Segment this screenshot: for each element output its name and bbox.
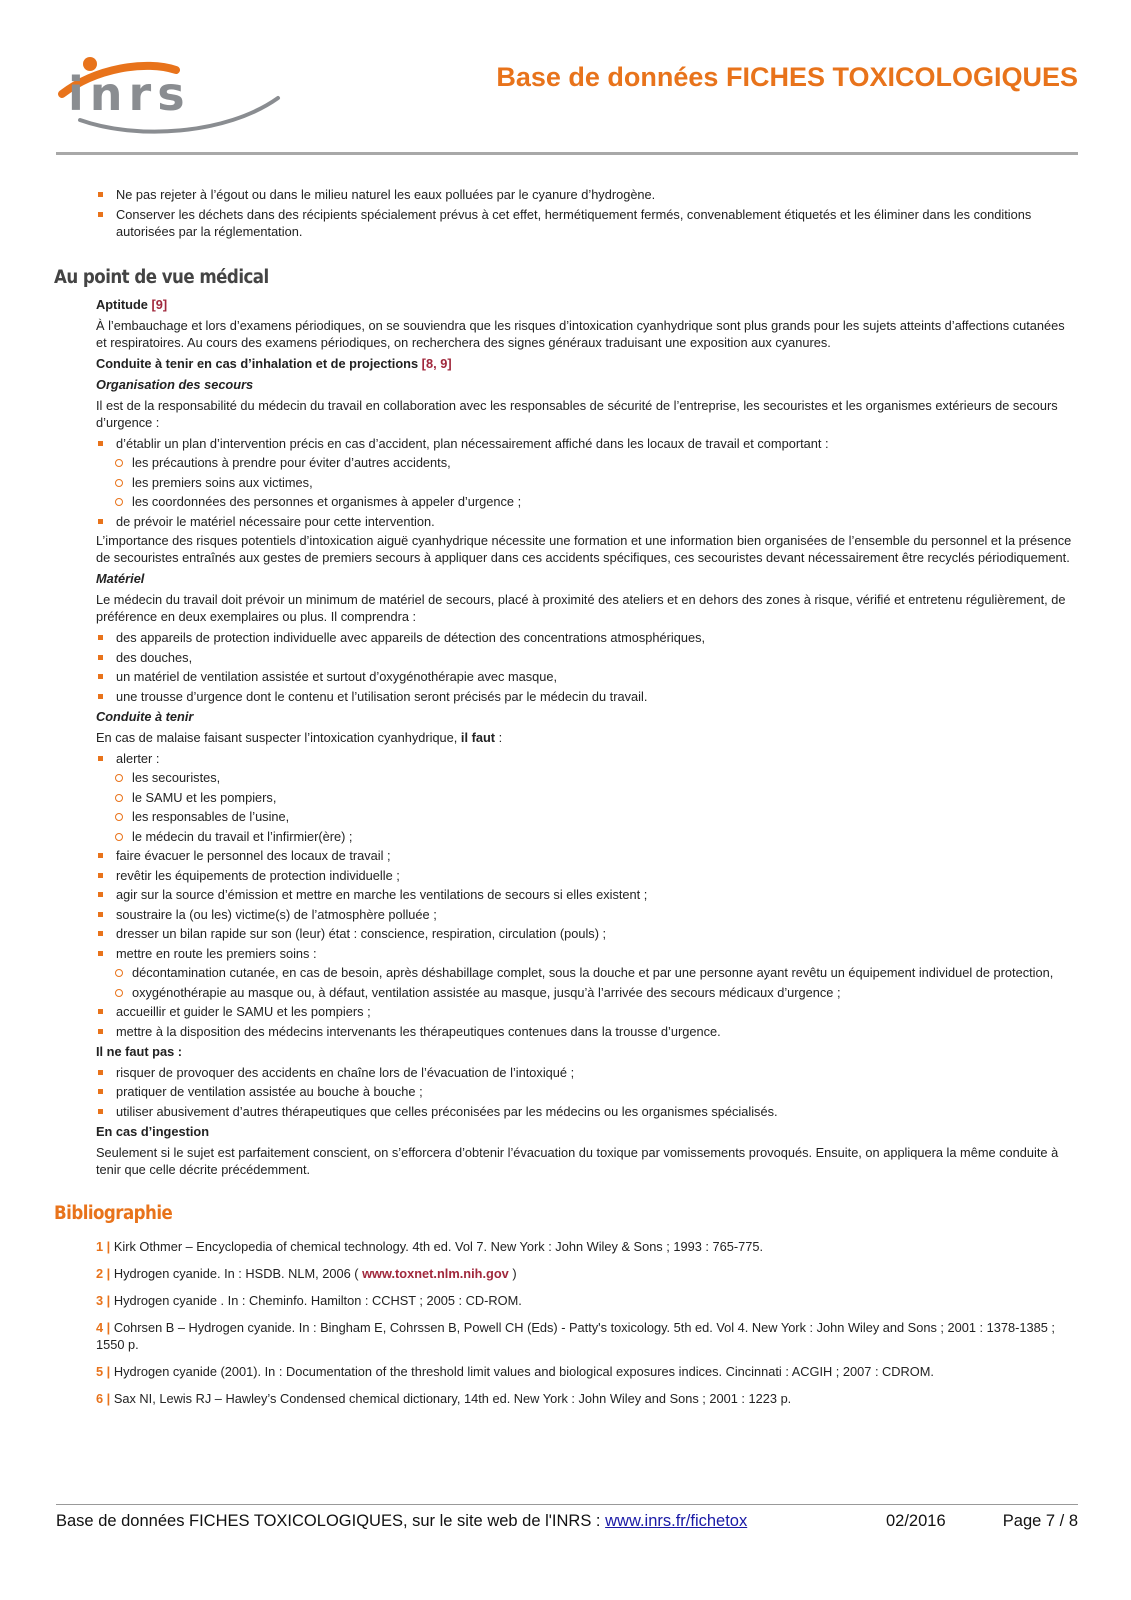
bibliography-entry — [96, 1390, 1078, 1407]
entry-number: 1 | — [96, 1238, 111, 1254]
list-item: accueillir et guider le SAMU et les pompiers ; — [96, 1003, 1078, 1020]
bibliography-entry — [96, 1292, 1078, 1309]
page-header — [56, 50, 1078, 156]
footer-divider — [56, 1504, 1078, 1505]
list-item: un matériel de ventilation assistée et surtout d’oxygénothérapie avec masque, — [96, 668, 1078, 685]
entry-text: Hydrogen cyanide . In : Cheminfo. Hamilton : CCHST ; 2005 : CD-ROM. — [110, 1292, 522, 1308]
organisation-text-2: L’importance des risques potentiels d’intoxication aiguë cyanhydrique nécessite une formation et une information bien organisées de l’ensemble du personnel et la présence de secouristes entraînés aux gestes de premiers secours à appliquer dans ces accidents spécifiques, ces secouristes devant nécessairement être recyclés périodiquement. — [96, 533, 1072, 565]
list-item: alerter : — [96, 750, 1078, 767]
medical-section — [54, 296, 1078, 1178]
sub-list-item: les coordonnées des personnes et organismes à appeler d’urgence ; — [96, 493, 1078, 510]
reference-bracket: ] — [447, 355, 452, 371]
toxnet-link[interactable]: www.toxnet.nlm.nih.gov — [362, 1265, 509, 1281]
bibliography-list — [54, 1238, 1078, 1407]
list-item: dresser un bilan rapide sur son (leur) état : conscience, respiration, circulation (pouls) ; — [96, 925, 1078, 942]
bibliography-entry — [96, 1238, 1078, 1255]
entry-number: 4 | — [96, 1319, 111, 1335]
footer-date: 02/2016 — [886, 1512, 946, 1530]
conduite-intro — [96, 729, 1078, 746]
list-item: mettre en route les premiers soins : — [96, 945, 1078, 962]
list-item: pratiquer de ventilation assistée au bouche à bouche ; — [96, 1083, 1078, 1100]
footer-text: Base de données FICHES TOXICOLOGIQUES, sur le site web de l'INRS : — [56, 1512, 606, 1530]
list-item: des appareils de protection individuelle avec appareils de détection des concentrations atmosphériques, — [96, 629, 1078, 646]
sub-list-item: les secouristes, — [96, 769, 1078, 786]
header-divider — [56, 152, 1078, 155]
conduite-heading — [96, 355, 1078, 372]
organisation-heading: Organisation des secours — [96, 376, 254, 392]
entry-text: Hydrogen cyanide. In : HSDB. NLM, 2006 ( — [110, 1265, 363, 1281]
entry-number: 5 | — [96, 1363, 111, 1379]
materiel-list — [96, 629, 1078, 705]
aptitude-text: À l’embauchage et lors d’examens périodiques, on se souviendra que les risques d’intoxication cyanhydrique sont plus grands pour les sujets atteints d’affections cutanées et respiratoires. Au cours des examens périodiques, on recherchera des signes généraux traduisant une exposition aux cyanures. — [96, 317, 1065, 350]
conduite-label: Conduite à tenir en cas d’inhalation et de projections — [96, 355, 419, 371]
sub-list-item: le médecin du travail et l’infirmier(ère) ; — [96, 828, 1078, 845]
conduite-intro-end: : — [495, 729, 503, 745]
list-item: d’établir un plan d’intervention précis en cas d’accident, plan nécessairement affiché dans les locaux de travail et comportant : — [96, 435, 1078, 452]
list-item: risquer de provoquer des accidents en chaîne lors de l’évacuation de l’intoxiqué ; — [96, 1064, 1078, 1081]
inrs-logo — [56, 50, 296, 145]
entry-text: Cohrsen B – Hydrogen cyanide. In : Bingham E, Cohrssen B, Powell CH (Eds) - Patty's toxicology. 5th ed. Vol 4. New York : John Wiley and Sons ; 2001 : 1378-1385 ; 1550 p. — [96, 1319, 1055, 1352]
list-item: utiliser abusivement d’autres thérapeutiques que celles préconisées par les médecins ou les organismes spécialisés. — [96, 1103, 1078, 1120]
list-item: faire évacuer le personnel des locaux de travail ; — [96, 847, 1078, 864]
bibliography-heading: Bibliographie — [54, 1202, 173, 1224]
svg-text:inrs: inrs — [68, 67, 191, 121]
organisation-list — [96, 435, 1078, 530]
sub-list-item: les précautions à prendre pour éviter d’autres accidents, — [96, 454, 1078, 471]
page-content — [54, 186, 1078, 1417]
reference-link[interactable]: [9] — [151, 296, 168, 312]
ne-faut-pas-heading: Il ne faut pas : — [96, 1043, 183, 1059]
document-title: Base de données FICHES TOXICOLOGIQUES — [496, 62, 1078, 92]
bibliography-entry — [96, 1319, 1078, 1353]
list-item: revêtir les équipements de protection individuelle ; — [96, 867, 1078, 884]
aptitude-label: Aptitude — [96, 296, 148, 312]
reference-link[interactable]: 8 — [425, 355, 434, 371]
sub-list-item: oxygénothérapie au masque ou, à défaut, ventilation assistée au masque, jusqu’à l’arrivée des secours médicaux d’urgence ; — [96, 984, 1078, 1001]
list-item: une trousse d’urgence dont le contenu et l’utilisation seront précisés par le médecin du travail. — [96, 688, 1078, 705]
ingestion-text: Seulement si le sujet est parfaitement conscient, on s’efforcera d’obtenir l’évacuation du toxique par vomissements provoqués. Ensuite, on appliquera la même conduite à tenir que celle décrite précédemment. — [96, 1144, 1059, 1177]
medical-heading: Au point de vue médical — [54, 266, 269, 288]
conduite-intro-text: En cas de malaise faisant suspecter l’intoxication cyanhydrique, — [96, 729, 461, 745]
bibliography-entry — [96, 1265, 1078, 1282]
materiel-text: Le médecin du travail doit prévoir un minimum de matériel de secours, placé à proximité des ateliers et en dehors des zones à risque, vérifié et entretenu régulièrement, de préférence en deux exemplaires ou plus. Il comprendra : — [96, 592, 1066, 624]
sub-list-item: les responsables de l’usine, — [96, 808, 1078, 825]
entry-text: Hydrogen cyanide (2001). In : Documentation of the threshold limit values and biological exposures indices. Cincinnati : ACGIH ; 2007 : CDROM. — [110, 1363, 934, 1379]
list-item: Conserver les déchets dans des récipients spécialement prévus à cet effet, hermétiquement fermés, convenablement étiquetés et les éliminer dans les conditions autorisées par la réglementation. — [96, 206, 1078, 240]
list-item: Ne pas rejeter à l’égout ou dans le milieu naturel les eaux polluées par le cyanure d’hydrogène. — [96, 186, 1078, 203]
sub-list-item: le SAMU et les pompiers, — [96, 789, 1078, 806]
list-item: mettre à la disposition des médecins intervenants les thérapeutiques contenues dans la trousse d’urgence. — [96, 1023, 1078, 1040]
ne-faut-pas-list — [96, 1064, 1078, 1120]
entry-number: 2 | — [96, 1265, 111, 1281]
intro-list — [54, 186, 1078, 240]
entry-text: Sax NI, Lewis RJ – Hawley’s Condensed chemical dictionary, 14th ed. New York : John Wiley and Sons ; 2001 : 1223 p. — [110, 1390, 792, 1406]
page-number: Page 7 / 8 — [1002, 1512, 1078, 1530]
reference-separator: , — [433, 355, 441, 371]
reference-bracket: [ — [421, 355, 426, 371]
list-item: soustraire la (ou les) victime(s) de l’atmosphère polluée ; — [96, 906, 1078, 923]
entry-text: Kirk Othmer – Encyclopedia of chemical technology. 4th ed. Vol 7. New York : John Wiley & Sons ; 1993 : 765-775. — [110, 1238, 764, 1254]
list-item: de prévoir le matériel nécessaire pour cette intervention. — [96, 513, 1078, 530]
conduite-intro-bold: il faut — [460, 729, 496, 745]
conduite-list — [96, 750, 1078, 1040]
sub-list-item: décontamination cutanée, en cas de besoin, après déshabillage complet, sous la douche et par une personne ayant revêtu un équipement individuel de protection, — [96, 964, 1078, 981]
list-item: agir sur la source d’émission et mettre en marche les ventilations de secours si elles existent ; — [96, 886, 1078, 903]
aptitude-heading — [96, 296, 1078, 313]
reference-link[interactable]: 9 — [440, 355, 448, 371]
sub-list-item: les premiers soins aux victimes, — [96, 474, 1078, 491]
materiel-heading: Matériel — [96, 571, 145, 586]
bibliography-entry — [96, 1363, 1078, 1380]
fichetox-link[interactable]: www.inrs.fr/fichetox — [605, 1512, 748, 1530]
ingestion-heading: En cas d’ingestion — [96, 1123, 210, 1139]
conduite-a-tenir-heading: Conduite à tenir — [96, 708, 194, 724]
footer-source — [56, 1512, 747, 1531]
entry-tail: ) — [508, 1265, 517, 1281]
entry-number: 6 | — [96, 1390, 111, 1406]
organisation-text: Il est de la responsabilité du médecin du travail en collaboration avec les responsables de sécurité de l’entreprise, les secouristes et les organismes extérieurs de secours d’urgence : — [96, 397, 1058, 430]
list-item: des douches, — [96, 649, 1078, 666]
entry-number: 3 | — [96, 1292, 111, 1308]
